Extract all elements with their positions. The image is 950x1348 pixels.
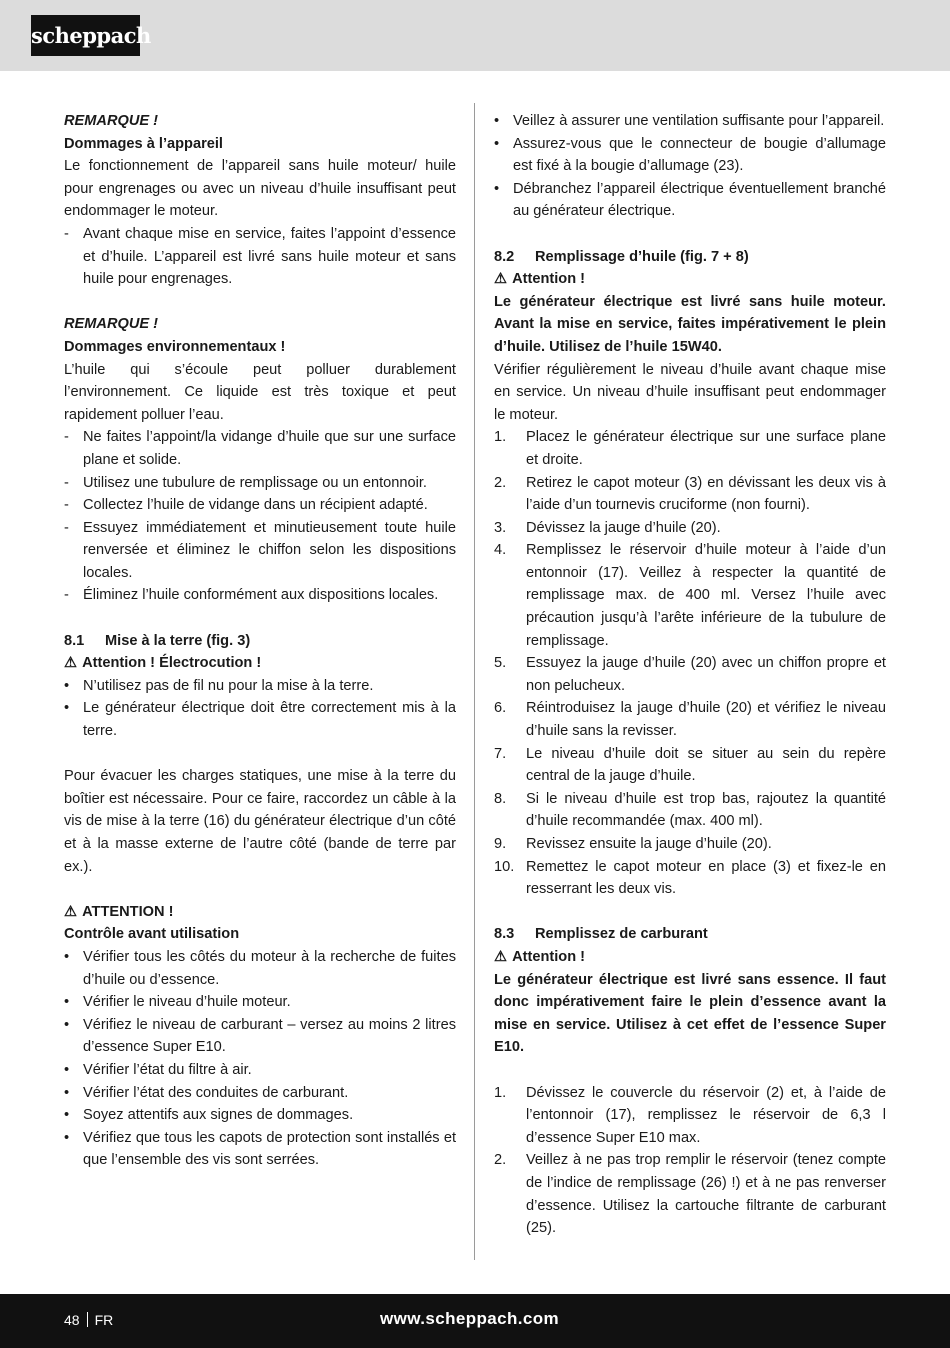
warning-line xyxy=(64,901,456,924)
section-number: 8.2 xyxy=(494,248,515,265)
note-text: Le fonctionnement de l’appareil sans huile moteur/ huile pour engrenages ou avec un niveau d’huile insuffisant peut endommager le moteur. xyxy=(64,158,456,220)
section-title: Mise à la terre (fig. 3) xyxy=(105,632,251,649)
section-text: Vérifier régulièrement le niveau d’huile avant chaque mise en service. Un niveau d’huile insuffisant peut endommager le moteur. xyxy=(494,361,886,423)
warning-text: ATTENTION ! xyxy=(82,903,174,920)
list-item: - Utilisez une tubulure de remplissage ou un entonnoir. xyxy=(64,472,456,495)
list-item: • Soyez attentifs aux signes de dommages. xyxy=(64,1104,456,1127)
website-link[interactable]: www.scheppach.com xyxy=(380,1309,560,1328)
list-item: 2. Veillez à ne pas trop remplir le réservoir (tenez compte de l’indice de remplissage (26) !) et à ne pas renverser d’essence. Utilisez la cartouche filtrante de carburant (25). xyxy=(494,1152,886,1237)
language-code: FR xyxy=(94,1312,114,1328)
page-number: 48 FR xyxy=(64,1312,114,1328)
check-title: Contrôle avant utilisation xyxy=(64,926,240,943)
list-item: 5. Essuyez la jauge d’huile (20) avec un chiffon propre et non pelucheux. xyxy=(494,655,886,694)
note-list xyxy=(64,223,456,291)
note-label: REMARQUE ! xyxy=(64,316,159,333)
list-item: 10. Remettez le capot moteur en place (3) et fixez-le en resserrant les deux vis. xyxy=(494,858,886,898)
warning-icon: ⚠ xyxy=(494,948,508,965)
list-item: - Collectez l’huile de vidange dans un récipient adapté. xyxy=(64,494,456,517)
list-item: - Essuyez immédiatement et minutieusement toute huile renversée et éliminez le chiffon selon les dispositions locales. xyxy=(64,517,456,585)
header-bar xyxy=(0,0,950,71)
warning-icon: ⚠ xyxy=(494,271,508,288)
list-item: 9. Revissez ensuite la jauge d’huile (20). xyxy=(494,836,772,852)
section-title: Remplissez de carburant xyxy=(535,926,708,943)
section-heading xyxy=(494,246,886,269)
list-item: • Vérifier l’état du filtre à air. xyxy=(64,1059,456,1082)
numbered-steps xyxy=(494,426,886,900)
list-item: • Débranchez l’appareil électrique éventuellement branché au générateur électrique. xyxy=(494,178,886,223)
bullet-list xyxy=(64,675,456,743)
list-item: 2. Retirez le capot moteur (3) en dévissant les deux vis à l’aide d’un tournevis cruciforme (non fourni). xyxy=(494,474,886,514)
bullet-list xyxy=(494,110,886,223)
list-item: 4. Remplissez le réservoir d’huile moteur à l’aide d’un entonnoir (17). Veillez à respecter la quantité de remplissage max. de 400 ml. Versez l’huile avec précaution jusqu’à l’arête inférieure de la tubulure de remplissage. xyxy=(494,542,886,649)
list-item: 7. Le niveau d’huile doit se situer au sein du repère central de la jauge d’huile. xyxy=(494,745,886,785)
section-title: Remplissage d’huile (fig. 7 + 8) xyxy=(535,248,749,265)
list-item: - Ne faites l’appoint/la vidange d’huile que sur une surface plane et solide. xyxy=(64,426,456,471)
list-item: • Vérifiez que tous les capots de protection sont installés et que l’ensemble des vis sont serrées. xyxy=(64,1127,456,1172)
list-item: 8. Si le niveau d’huile est trop bas, rajoutez la quantité d’huile recommandée (max. 400 ml). xyxy=(494,790,886,830)
column-divider xyxy=(474,103,475,1260)
footer-bar xyxy=(0,1294,950,1348)
list-item: - Éliminez l’huile conformément aux dispositions locales. xyxy=(64,584,456,607)
section-heading xyxy=(494,923,886,946)
section-number: 8.3 xyxy=(494,926,515,943)
list-item: • Veillez à assurer une ventilation suffisante pour l’appareil. xyxy=(494,110,886,133)
note-list xyxy=(64,426,456,607)
note-text: L’huile qui s’écoule peut polluer durablement l’environnement. Ce liquide est très toxique et peut rapidement polluer l’eau. xyxy=(64,361,456,423)
list-item: 3. Dévissez la jauge d’huile (20). xyxy=(494,519,721,536)
section-8-1 xyxy=(64,630,456,879)
list-item: • Le générateur électrique doit être correctement mis à la terre. xyxy=(64,697,456,742)
warning-body: Le générateur électrique est livré sans essence. Il faut donc impérativement faire le plein d’essence avant la mise en service. Utilisez à cet effet de l’essence Super E10. xyxy=(494,971,886,1056)
list-item: - Avant chaque mise en service, faites l’appoint d’essence et d’huile. L’appareil est livré sans huile moteur et sans huile pour engrenages. xyxy=(64,223,456,291)
right-column xyxy=(494,110,886,1240)
section-heading xyxy=(64,630,456,653)
numbered-steps xyxy=(494,1082,886,1240)
warning-body: Le générateur électrique est livré sans huile moteur. Avant la mise en service, faites impérativement le plein d’huile. Utilisez de l’huile 15W40. xyxy=(494,293,886,355)
list-item: • Vérifier tous les côtés du moteur à la recherche de fuites d’huile ou d’essence. xyxy=(64,946,456,991)
brand-logo: scheppach xyxy=(31,15,140,56)
left-column xyxy=(64,110,456,1172)
section-text: Pour évacuer les charges statiques, une mise à la terre du boîtier est nécessaire. Pour ce faire, raccordez un câble à la vis de mise à la terre (16) du générateur électrique d’un côté et à la masse externe de l’autre côté (bande de terre par ex.). xyxy=(64,768,456,875)
list-item: • Vérifier l’état des conduites de carburant. xyxy=(64,1082,456,1105)
note-device-damage xyxy=(64,110,456,291)
warning-icon: ⚠ xyxy=(64,655,78,672)
section-number: 8.1 xyxy=(64,632,85,649)
list-item: • Vérifiez le niveau de carburant – versez au moins 2 litres d’essence Super E10. xyxy=(64,1014,456,1059)
note-title: Dommages à l’appareil xyxy=(64,135,223,152)
warning-line xyxy=(64,652,456,675)
warning-line xyxy=(494,268,886,291)
section-8-2 xyxy=(494,246,886,901)
warning-text: Attention ! xyxy=(512,271,586,288)
pre-use-check xyxy=(64,901,456,1172)
warning-icon: ⚠ xyxy=(64,903,78,920)
note-title: Dommages environnementaux ! xyxy=(64,338,286,355)
bullet-list xyxy=(64,946,456,1172)
warning-text: Attention ! Électrocution ! xyxy=(82,655,262,672)
list-item: 1. Placez le générateur électrique sur une surface plane et droite. xyxy=(494,429,886,468)
list-item: • N’utilisez pas de fil nu pour la mise à la terre. xyxy=(64,675,456,698)
note-label: REMARQUE ! xyxy=(64,113,159,129)
list-item: • Assurez-vous que le connecteur de bougie d’allumage est fixé à la bougie d’allumage (23). xyxy=(494,133,886,178)
list-item: 6. Réintroduisez la jauge d’huile (20) et vérifiez le niveau d’huile sans la revisser. xyxy=(494,700,886,740)
list-item: 1. Dévissez le couvercle du réservoir (2) et, à l’aide de l’entonnoir (17), remplissez le réservoir de 6,3 l d’essence Super E10 max. xyxy=(494,1084,886,1146)
warning-line xyxy=(494,946,886,969)
list-item: • Vérifier le niveau d’huile moteur. xyxy=(64,991,456,1014)
note-environment xyxy=(64,313,456,607)
warning-text: Attention ! xyxy=(512,948,586,965)
section-8-3 xyxy=(494,923,886,1239)
